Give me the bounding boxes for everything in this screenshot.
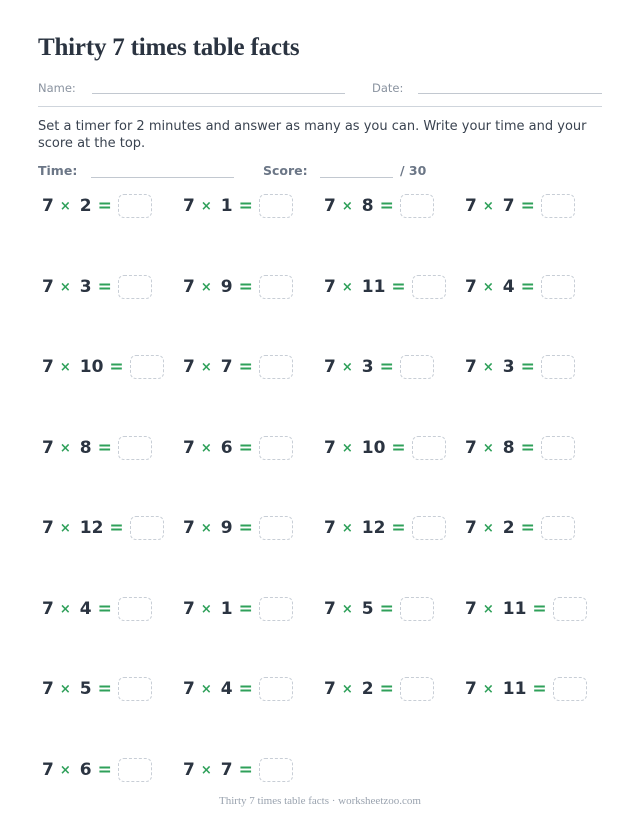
problem-item — [324, 514, 446, 542]
problem-item — [324, 192, 434, 220]
times-sign: × — [482, 601, 494, 617]
problem-item — [183, 353, 293, 381]
times-sign: × — [200, 440, 212, 456]
equals-sign: = — [97, 679, 112, 699]
times-sign: × — [482, 279, 494, 295]
problem-item — [183, 675, 293, 703]
answer-box[interactable] — [259, 355, 293, 379]
answer-box[interactable] — [400, 194, 434, 218]
times-sign: × — [59, 440, 71, 456]
times-sign: × — [59, 520, 71, 536]
equals-sign: = — [391, 438, 406, 458]
equals-sign: = — [532, 679, 547, 699]
equals-sign: = — [520, 518, 535, 538]
answer-box[interactable] — [118, 275, 152, 299]
equals-sign: = — [520, 357, 535, 377]
equals-sign: = — [238, 196, 253, 216]
problem-item — [465, 434, 575, 462]
answer-box[interactable] — [259, 194, 293, 218]
factor-b: 3 — [361, 357, 374, 377]
answer-box[interactable] — [118, 597, 152, 621]
equals-sign: = — [520, 196, 535, 216]
equals-sign: = — [238, 357, 253, 377]
times-sign: × — [59, 359, 71, 375]
equals-sign: = — [391, 518, 406, 538]
factor-b: 12 — [361, 518, 386, 538]
problem-item — [465, 675, 587, 703]
equals-sign: = — [379, 357, 394, 377]
problem-item — [324, 595, 434, 623]
times-sign: × — [200, 279, 212, 295]
answer-box[interactable] — [412, 516, 446, 540]
factor-b: 4 — [502, 277, 515, 297]
answer-box[interactable] — [259, 516, 293, 540]
problem-item — [183, 434, 293, 462]
footer: Thirty 7 times table facts · worksheetzoo.com — [219, 795, 421, 807]
problem-item — [183, 756, 293, 784]
factor-b: 10 — [361, 438, 386, 458]
time-label: Time: — [38, 163, 78, 178]
problem-item — [324, 353, 434, 381]
factor-b: 8 — [79, 438, 92, 458]
problem-item — [465, 353, 575, 381]
factor-b: 6 — [220, 438, 233, 458]
factor-a: 7 — [42, 599, 54, 619]
answer-box[interactable] — [259, 597, 293, 621]
factor-a: 7 — [324, 679, 336, 699]
equals-sign: = — [238, 518, 253, 538]
times-sign: × — [341, 520, 353, 536]
answer-box[interactable] — [118, 436, 152, 460]
answer-box[interactable] — [130, 516, 164, 540]
factor-a: 7 — [465, 196, 477, 216]
equals-sign: = — [238, 438, 253, 458]
factor-b: 7 — [220, 760, 233, 780]
equals-sign: = — [391, 277, 406, 297]
answer-box[interactable] — [259, 677, 293, 701]
problem-item — [42, 434, 152, 462]
factor-a: 7 — [42, 679, 54, 699]
factor-a: 7 — [324, 357, 336, 377]
answer-box[interactable] — [541, 194, 575, 218]
factor-b: 9 — [220, 277, 233, 297]
equals-sign: = — [520, 438, 535, 458]
factor-b: 11 — [502, 679, 527, 699]
times-sign: × — [59, 681, 71, 697]
times-sign: × — [341, 279, 353, 295]
equals-sign: = — [379, 196, 394, 216]
factor-a: 7 — [42, 277, 54, 297]
factor-a: 7 — [42, 196, 54, 216]
factor-b: 9 — [220, 518, 233, 538]
factor-b: 7 — [220, 357, 233, 377]
factor-a: 7 — [183, 357, 195, 377]
equals-sign: = — [238, 760, 253, 780]
equals-sign: = — [97, 277, 112, 297]
factor-a: 7 — [465, 599, 477, 619]
times-sign: × — [200, 681, 212, 697]
factor-b: 12 — [79, 518, 104, 538]
factor-b: 7 — [502, 196, 515, 216]
times-sign: × — [341, 601, 353, 617]
problem-item — [324, 434, 446, 462]
times-sign: × — [59, 601, 71, 617]
factor-a: 7 — [465, 518, 477, 538]
problem-item — [42, 595, 152, 623]
answer-box[interactable] — [541, 516, 575, 540]
answer-box[interactable] — [400, 597, 434, 621]
times-sign: × — [59, 279, 71, 295]
answer-box[interactable] — [400, 677, 434, 701]
answer-box[interactable] — [259, 436, 293, 460]
answer-box[interactable] — [400, 355, 434, 379]
factor-b: 5 — [79, 679, 92, 699]
answer-box[interactable] — [118, 758, 152, 782]
factor-a: 7 — [324, 438, 336, 458]
factor-b: 5 — [361, 599, 374, 619]
problem-item — [465, 514, 575, 542]
factor-a: 7 — [324, 277, 336, 297]
factor-b: 11 — [361, 277, 386, 297]
factor-a: 7 — [465, 438, 477, 458]
factor-b: 11 — [502, 599, 527, 619]
name-label: Name: — [38, 81, 76, 95]
answer-box[interactable] — [541, 355, 575, 379]
factor-a: 7 — [183, 196, 195, 216]
problem-item — [42, 675, 152, 703]
problem-item — [465, 192, 575, 220]
times-sign: × — [341, 359, 353, 375]
equals-sign: = — [379, 599, 394, 619]
problem-item — [324, 675, 434, 703]
factor-b: 1 — [220, 196, 233, 216]
answer-box[interactable] — [541, 275, 575, 299]
answer-box[interactable] — [553, 677, 587, 701]
answer-box[interactable] — [130, 355, 164, 379]
factor-a: 7 — [42, 518, 54, 538]
problem-item — [42, 273, 152, 301]
factor-a: 7 — [465, 679, 477, 699]
equals-sign: = — [379, 679, 394, 699]
factor-b: 8 — [502, 438, 515, 458]
equals-sign: = — [109, 357, 124, 377]
factor-b: 4 — [79, 599, 92, 619]
times-sign: × — [482, 359, 494, 375]
times-sign: × — [200, 762, 212, 778]
equals-sign: = — [97, 760, 112, 780]
times-sign: × — [482, 520, 494, 536]
times-sign: × — [59, 762, 71, 778]
answer-box[interactable] — [118, 194, 152, 218]
factor-a: 7 — [465, 357, 477, 377]
factor-b: 10 — [79, 357, 104, 377]
times-sign: × — [200, 601, 212, 617]
factor-a: 7 — [183, 518, 195, 538]
times-sign: × — [341, 440, 353, 456]
problem-item — [42, 756, 152, 784]
equals-sign: = — [520, 277, 535, 297]
answer-box[interactable] — [412, 436, 446, 460]
answer-box[interactable] — [541, 436, 575, 460]
factor-b: 3 — [79, 277, 92, 297]
instructions: Set a timer for 2 minutes and answer as many as you can. Write your time and your score at the top. — [38, 119, 587, 151]
score-label: Score: — [263, 163, 308, 178]
factor-a: 7 — [183, 599, 195, 619]
problem-item — [324, 273, 446, 301]
score-total: / 30 — [400, 163, 427, 178]
times-sign: × — [341, 198, 353, 214]
answer-box[interactable] — [412, 275, 446, 299]
factor-b: 2 — [502, 518, 515, 538]
equals-sign: = — [97, 599, 112, 619]
factor-b: 3 — [502, 357, 515, 377]
problem-item — [465, 595, 587, 623]
answer-box[interactable] — [553, 597, 587, 621]
answer-box[interactable] — [259, 758, 293, 782]
problem-item — [183, 514, 293, 542]
problem-item — [42, 514, 164, 542]
factor-a: 7 — [465, 277, 477, 297]
equals-sign: = — [97, 196, 112, 216]
equals-sign: = — [532, 599, 547, 619]
factor-b: 6 — [79, 760, 92, 780]
answer-box[interactable] — [118, 677, 152, 701]
factor-b: 8 — [361, 196, 374, 216]
problem-item — [183, 273, 293, 301]
factor-a: 7 — [42, 760, 54, 780]
factor-a: 7 — [324, 599, 336, 619]
equals-sign: = — [109, 518, 124, 538]
factor-b: 4 — [220, 679, 233, 699]
times-sign: × — [341, 681, 353, 697]
times-sign: × — [200, 359, 212, 375]
factor-a: 7 — [42, 357, 54, 377]
factor-a: 7 — [183, 277, 195, 297]
times-sign: × — [482, 440, 494, 456]
factor-b: 1 — [220, 599, 233, 619]
problem-item — [42, 192, 152, 220]
times-sign: × — [200, 198, 212, 214]
times-sign: × — [59, 198, 71, 214]
equals-sign: = — [97, 438, 112, 458]
problem-item — [183, 192, 293, 220]
factor-a: 7 — [183, 679, 195, 699]
factor-a: 7 — [324, 518, 336, 538]
problem-item — [183, 595, 293, 623]
factor-b: 2 — [361, 679, 374, 699]
equals-sign: = — [238, 679, 253, 699]
answer-box[interactable] — [259, 275, 293, 299]
problem-item — [465, 273, 575, 301]
date-label: Date: — [372, 81, 404, 95]
times-sign: × — [200, 520, 212, 536]
times-sign: × — [482, 198, 494, 214]
times-sign: × — [482, 681, 494, 697]
page-title: Thirty 7 times table facts — [38, 34, 300, 61]
factor-b: 2 — [79, 196, 92, 216]
problem-item — [42, 353, 164, 381]
factor-a: 7 — [183, 438, 195, 458]
factor-a: 7 — [42, 438, 54, 458]
factor-a: 7 — [324, 196, 336, 216]
equals-sign: = — [238, 277, 253, 297]
factor-a: 7 — [183, 760, 195, 780]
equals-sign: = — [238, 599, 253, 619]
